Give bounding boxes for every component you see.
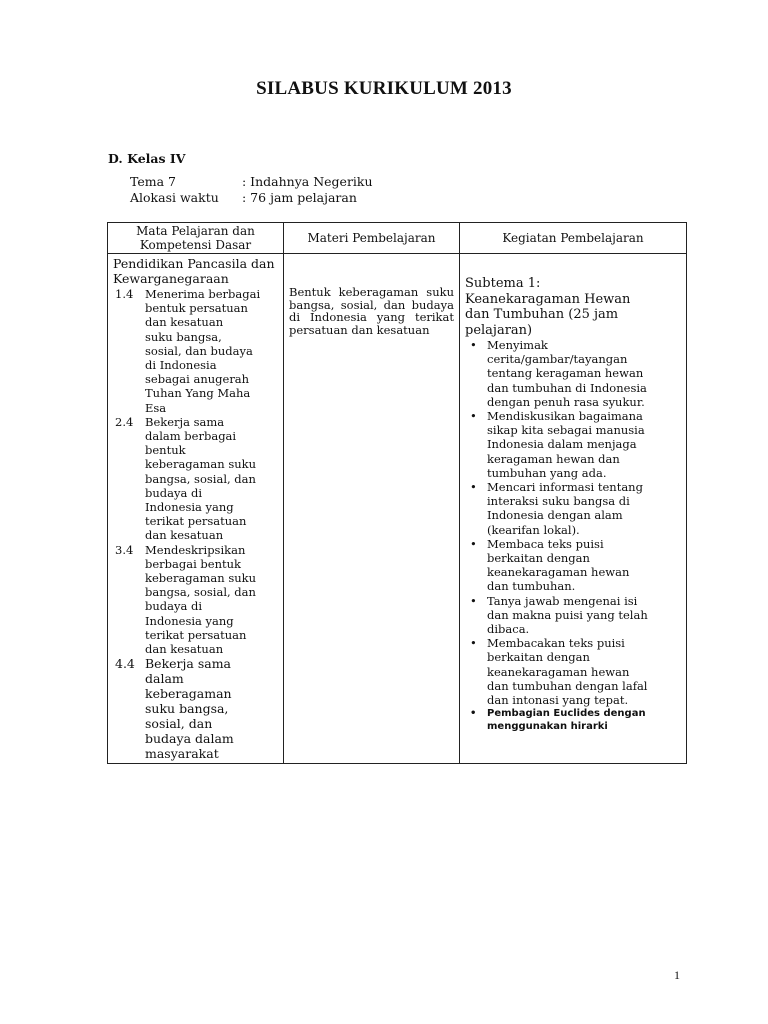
document-title: SILABUS KURIKULUM 2013 [256, 78, 512, 99]
table-row [108, 254, 687, 764]
syllabus-table [107, 222, 687, 764]
kd-text: Mendeskripsikan berbagai bentuk keberagaman suku bangsa, sosial, dan budaya di Indonesia yang terikat persatuan dan kesatuan [145, 542, 257, 657]
header-kegiatan: Kegiatan Pembelajaran [460, 223, 687, 254]
materi-text: Bentuk keberagaman suku bangsa, sosial, dan budaya di Indonesia yang terikat persatuan dan kesatuan [289, 285, 454, 337]
kd-item [113, 287, 278, 415]
header-materi: Materi Pembelajaran [284, 223, 460, 254]
kd-number: 2.4 [115, 414, 134, 429]
cell-materi [284, 254, 460, 764]
kd-number: 3.4 [115, 542, 134, 557]
table-header-row [108, 223, 687, 254]
meta-key: Tema 7 [130, 174, 176, 189]
list-item: • Pembagian Euclides dengan menggunakan hirarki [487, 707, 681, 733]
kd-item [113, 543, 278, 657]
kd-text: Bekerja sama dalam berbagai bentuk keberagaman suku bangsa, sosial, dan budaya di Indonesia yang terikat persatuan dan kesatuan [145, 414, 257, 543]
list-item: • Membaca teks puisi berkaitan dengan keanekaragaman hewan dan tumbuhan. [487, 537, 681, 594]
kd-item [113, 415, 278, 543]
page-number: 1 [674, 968, 680, 982]
section-heading: D. Kelas IV [108, 151, 186, 166]
meta-value: : 76 jam pelajaran [242, 190, 357, 205]
kd-number: 1.4 [115, 287, 134, 301]
meta-key: Alokasi waktu [130, 190, 219, 205]
cell-kompetensi [108, 254, 284, 764]
list-item: • Mencari informasi tentang interaksi suku bangsa di Indonesia dengan alam (kearifan lokal). [487, 480, 681, 537]
subtema-heading: Subtema 1: Keanekaragaman Hewan dan Tumbuhan (25 jam pelajaran) [465, 276, 631, 338]
header-mata-pelajaran: Mata Pelajaran dan Kompetensi Dasar [108, 223, 284, 254]
list-item: • Mendiskusikan bagaimana sikap kita sebagai manusia Indonesia dalam menjaga keragaman hewan dan tumbuhan yang ada. [487, 409, 681, 480]
kd-text: Bekerja sama dalam keberagaman suku bangsa, sosial, dan budaya dalam masyarakat [145, 656, 234, 762]
kd-number: 4.4 [115, 656, 135, 672]
kd-item [113, 656, 278, 761]
meta-row-alokasi [130, 190, 357, 205]
kd-text: Menerima berbagai bentuk persatuan dan kesatuan suku bangsa, sosial, dan budaya di Indonesia sebagai anugerah Tuhan Yang Maha Esa [145, 287, 261, 415]
meta-row-tema [130, 174, 373, 189]
subject-name: Pendidikan Pancasila dan Kewarganegaraan [113, 256, 275, 286]
list-item: • Menyimak cerita/gambar/tayangan tentang keragaman hewan dan tumbuhan di Indonesia dengan penuh rasa syukur. [487, 338, 681, 409]
list-item: • Membacakan teks puisi berkaitan dengan keanekaragaman hewan dan tumbuhan dengan lafal dan intonasi yang tepat. [487, 636, 681, 707]
cell-kegiatan [460, 254, 687, 764]
meta-value: : Indahnya Negeriku [242, 174, 373, 189]
kegiatan-list [465, 338, 681, 733]
list-item: • Tanya jawab mengenai isi dan makna puisi yang telah dibaca. [487, 594, 681, 637]
